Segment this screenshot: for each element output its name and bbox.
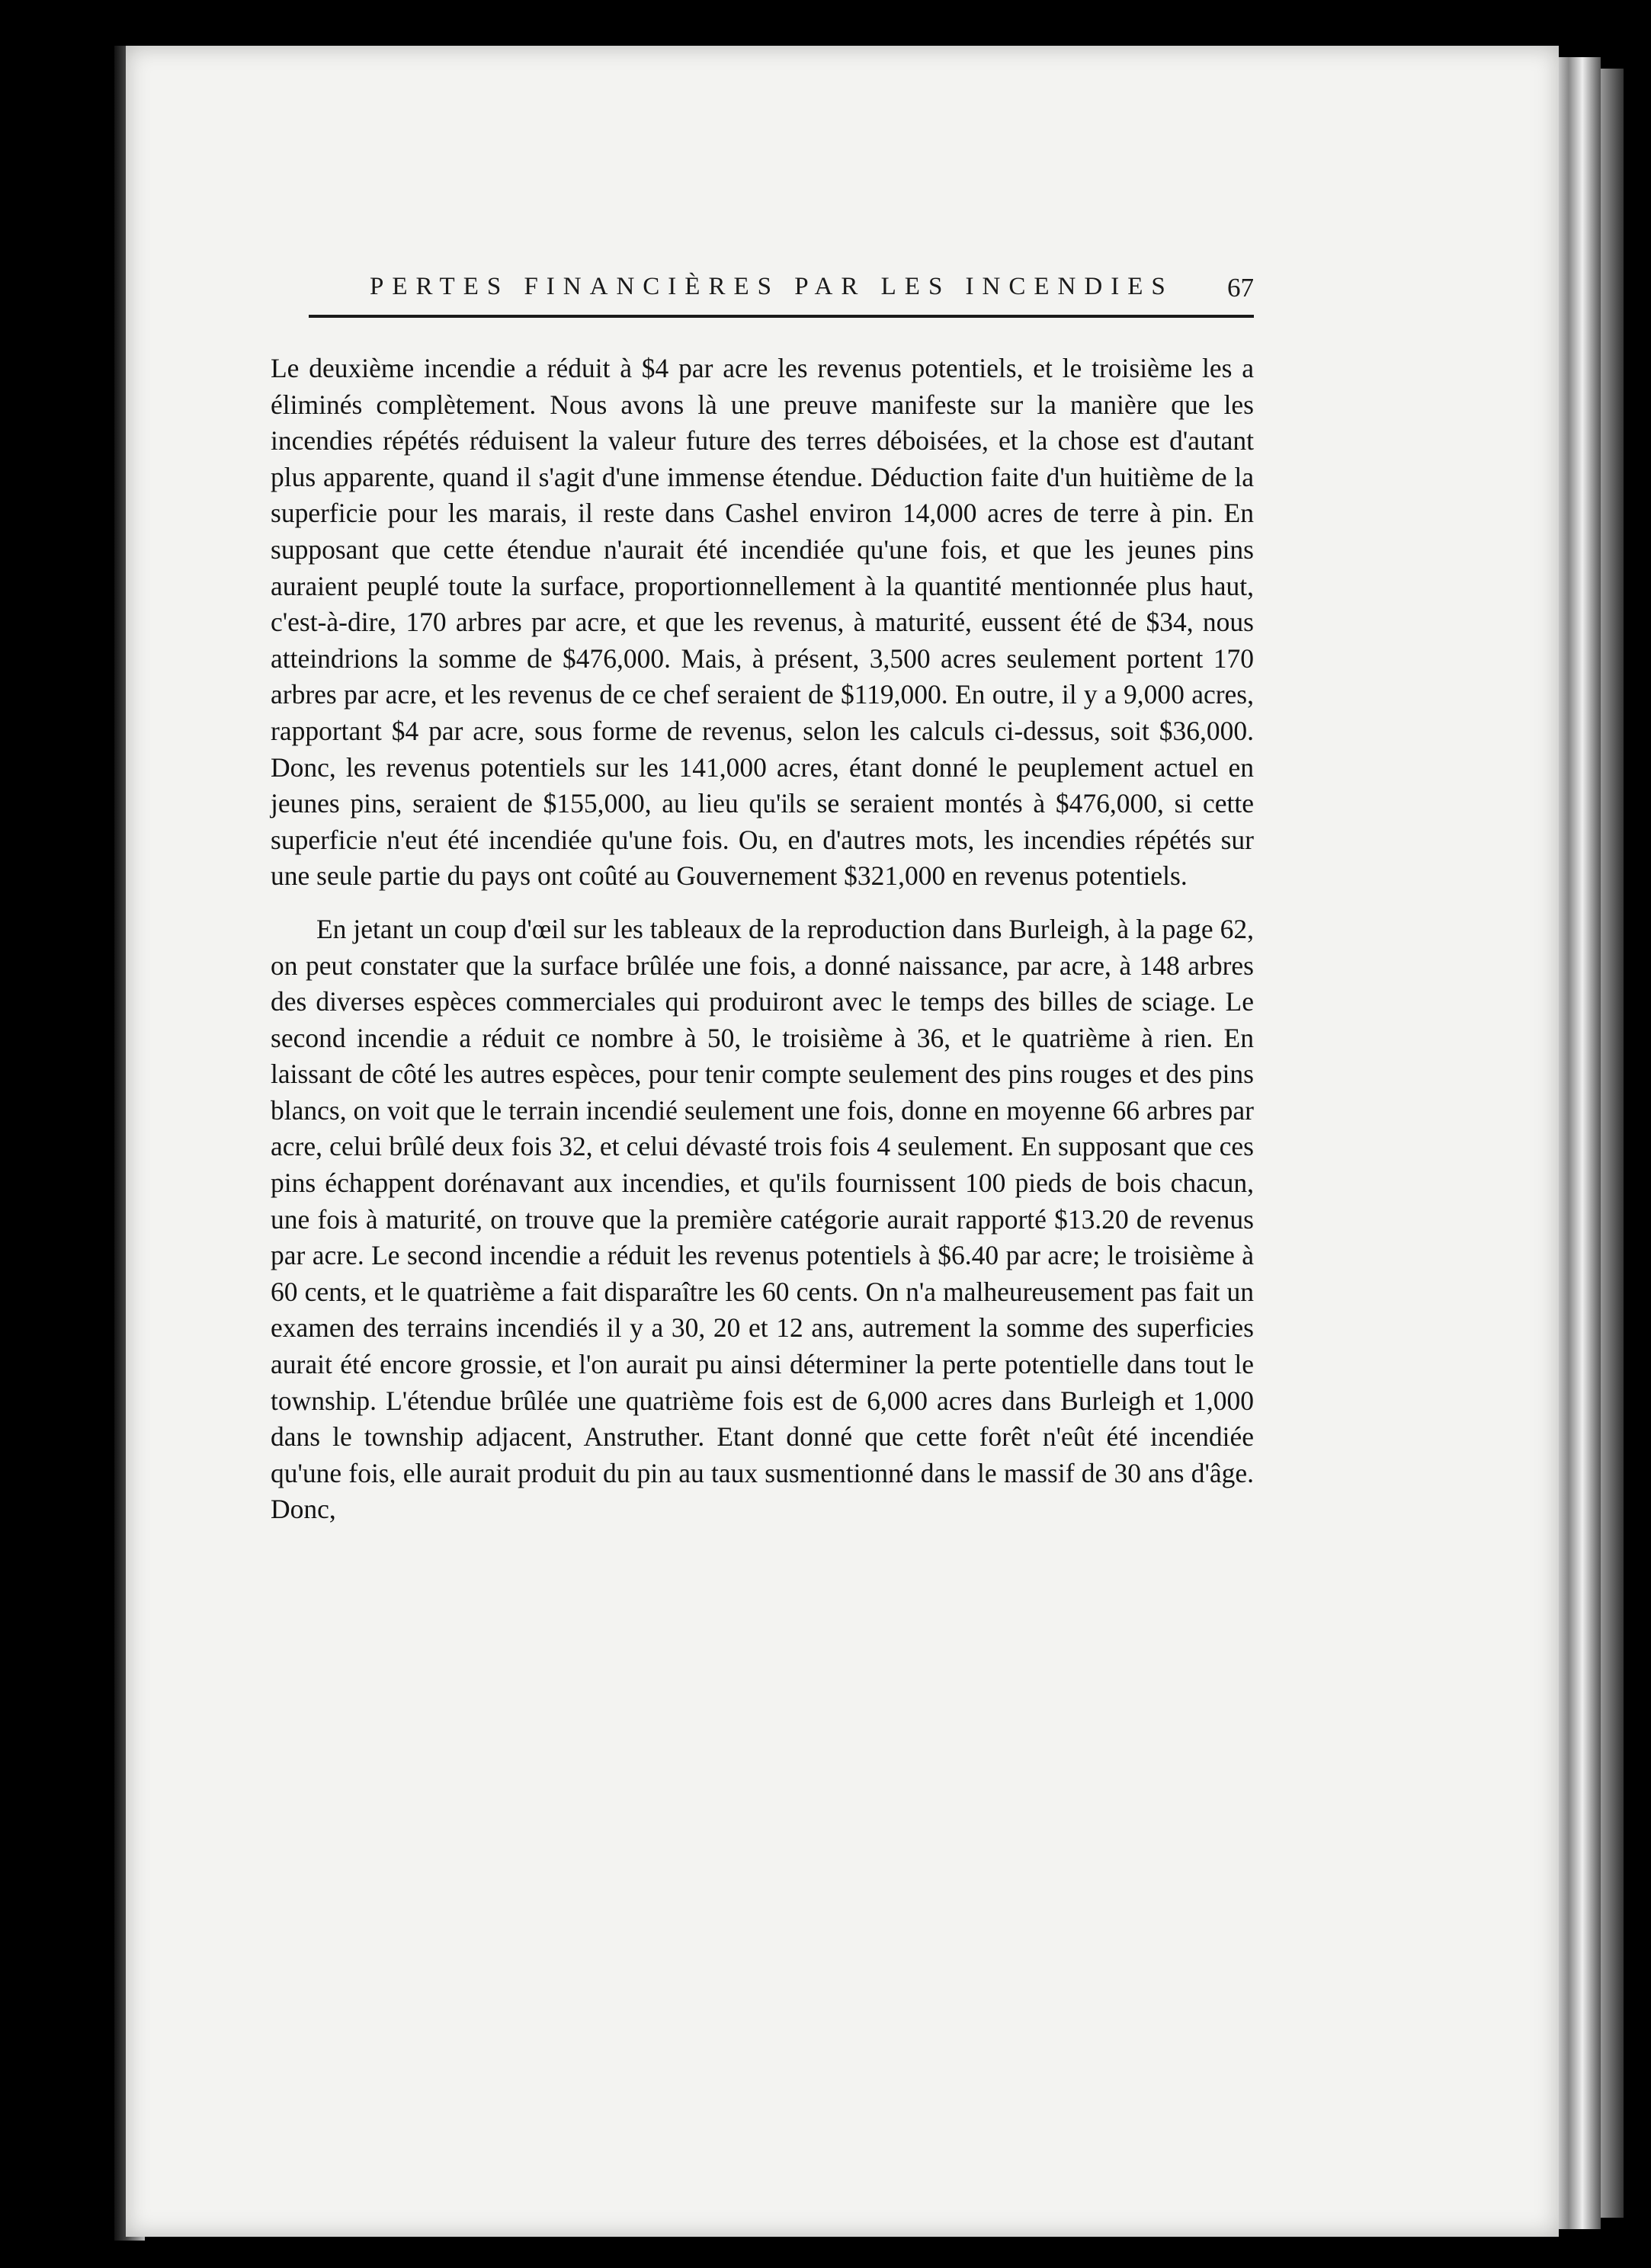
paragraph: En jetant un coup d'œil sur les tableaux de la reproduction dans Burleigh, à la page 62, on peut constater que la surface brûlée une fois, a donné naissance, par acre, à 148 arbres des diverses espèces commerciales qui produiront avec le temps des billes de sciage. Le second incendie a réduit ce nombre à 50, le troisième à 36, et le quatrième à rien. En laissant de côté les autres espèces, pour tenir compte seulement des pins rouges et des pins blancs, on voit que le terrain incendié seulement une fois, donne en moyenne 66 arbres par acre, celui brûlé deux fois 32, et celui dévasté trois fois 4 seulement. En supposant que ces pins échappent dorénavant aux incendies, et qu'ils fournissent 100 pieds de bois chacun, une fois à maturité, on trouve que la première catégorie aurait rapporté $13.20 de revenus par acre. Le second incendie a réduit les revenus potentiels à $6.40 par acre; le troisième à 60 cents, et le quatrième a fait disparaître les 60 cents. On n'a malheureusement pas fait un examen des terrains incendiés il y a 30, 20 et 12 ans, autrement la somme des superficies aurait été encore grossie, et l'on aurait pu ainsi déterminer la perte potentielle dans tout le township. L'étendue brûlée une quatrième fois est de 6,000 acres dans Burleigh et 1,000 dans le township adjacent, Anstruther. Etant donné que cette forêt n'eût été incendiée qu'une fois, elle aurait produit du pin au taux susmentionné dans le massif de 30 ans d'âge. Donc,: [271, 913, 1254, 1525]
header-rule: [309, 315, 1254, 318]
running-head: PERTES FINANCIÈRES PAR LES INCENDIES: [370, 273, 1174, 300]
paragraph: Le deuxième incendie a réduit à $4 par acre les revenus potentiels, et le troisième les a éliminés complètement. Nous avons là une preuve manifeste sur la manière que les incendies répétés réduisent la valeur future des terres déboisées, et la chose est d'autant plus apparente, quand il s'agit d'une immense étendue. Déduction faite d'un huitième de la superficie pour les marais, il reste dans Cashel environ 14,000 acres de terre à pin. En supposant que cette étendue n'aurait été incendiée qu'une fois, et que les jeunes pins auraient peuplé toute la surface, proportionnellement à la quantité mentionnée plus haut, c'est-à-dire, 170 arbres par acre, et que les revenus, à maturité, eussent été de $34, nous atteindrions la somme de $476,000. Mais, à présent, 3,500 acres seulement portent 170 arbres par acre, et les revenus de ce chef seraient de $119,000. En outre, il y a 9,000 acres, rapportant $4 par acre, sous forme de revenus, selon les calculs ci-dessus, soit $36,000. Donc, les revenus potentiels sur les 141,000 acres, étant donné le peuplement actuel en jeunes pins, seraient de $155,000, au lieu qu'ils se seraient montés à $476,000, si cette superficie n'eut été incendiée qu'une fois. Ou, en d'autres mots, les incendies répétés sur une seule partie du pays ont coûté au Gouvernement $321,000 en revenus potentiels.: [271, 353, 1254, 892]
page-edges-outer: [1601, 69, 1624, 2218]
page-body: [271, 351, 1254, 1528]
page-header: [309, 273, 1254, 326]
page-edges: [1555, 57, 1601, 2229]
page-number: 67: [1227, 273, 1254, 303]
